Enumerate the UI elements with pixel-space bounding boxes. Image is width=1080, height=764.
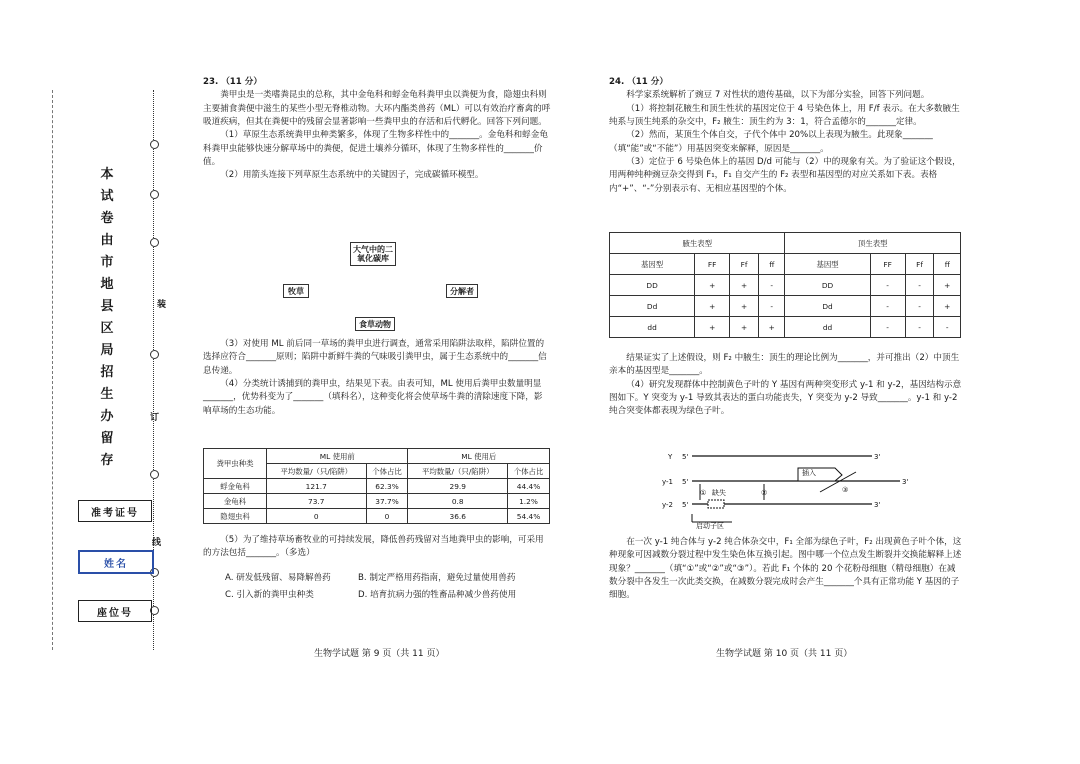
label-5prime: 5' — [682, 501, 689, 509]
option-d: D. 培育抗病力强的牲畜品种减少兽药使用 — [358, 590, 517, 600]
outer-dashed-line — [52, 90, 53, 650]
table-cell: - — [870, 296, 905, 317]
label-3prime: 3' — [902, 478, 909, 486]
site-1: ① — [700, 489, 707, 497]
table-cell: dd — [610, 317, 695, 338]
table-header-after: ML 使用后 — [408, 449, 550, 464]
table-subheader: 基因型 — [785, 254, 870, 275]
table-row — [204, 479, 550, 494]
question-23-part5 — [203, 534, 551, 561]
label-3prime: 3' — [874, 501, 881, 509]
binding-mark-ding: 订 — [150, 413, 160, 423]
vertical-char: 地 — [100, 277, 114, 292]
table-cell: 1.2% — [508, 494, 550, 509]
vertical-char: 存 — [100, 453, 114, 468]
label-5prime: 5' — [682, 453, 689, 461]
binding-hole — [150, 140, 159, 149]
table-cell: 隐翅虫科 — [204, 509, 267, 524]
table-subheader: Ff — [730, 254, 759, 275]
table-row — [610, 275, 961, 296]
table-cell: + — [759, 317, 785, 338]
box-grazing: 牧草 — [283, 284, 309, 298]
table-subheader: FF — [870, 254, 905, 275]
page-footer-right: 生物学试题 第 10 页（共 11 页） — [716, 649, 853, 659]
table-header-axil: 腋生表型 — [610, 233, 785, 254]
exam-id-field[interactable]: 准考证号 — [78, 500, 152, 522]
table-cell: DD — [785, 275, 870, 296]
vertical-char: 招 — [100, 365, 114, 380]
table-row — [204, 494, 550, 509]
table-row — [204, 509, 550, 524]
binding-hole — [150, 350, 159, 359]
vertical-char: 留 — [100, 431, 114, 446]
table-cell: DD — [610, 275, 695, 296]
sub-question-2: （2）然而，某顶生个体自交，子代个体中 20%以上表现为腋生。此现象_______（填“能”或“不能”）用基因突变来解释，原因是_______。 — [609, 130, 933, 154]
table-cell: - — [759, 296, 785, 317]
vertical-char: 卷 — [100, 211, 114, 226]
binding-hole — [150, 238, 159, 247]
vertical-char: 市 — [100, 255, 114, 270]
box-herbivore: 食草动物 — [355, 317, 395, 331]
table-subheader: 个体占比 — [508, 464, 550, 479]
label-5prime: 5' — [682, 478, 689, 486]
label-deletion: 缺失 — [712, 489, 726, 497]
table-cell: + — [730, 296, 759, 317]
table-cell: 0 — [366, 509, 408, 524]
table-corner: 粪甲虫种类 — [204, 449, 267, 479]
binding-mark-zhuang: 装 — [157, 300, 167, 310]
table-cell: 121.7 — [267, 479, 367, 494]
table-cell: - — [905, 275, 934, 296]
sub-question-1: （1）草原生态系统粪甲虫种类繁多，体现了生物多样性中的_______。金龟科和蜉金龟科粪甲虫能够快速分解草场中的粪便，促进土壤养分循环，体现了生物多样性的_______价值。 — [203, 130, 548, 167]
sub-question-3-result: 结果证实了上述假设，则 F₂ 中腋生：顶生的理论比例为_______，并可推出（2）中顶生亲本的基因型是_______。 — [609, 353, 960, 377]
vertical-char: 由 — [100, 233, 114, 248]
label-promoter: 启动子区 — [696, 522, 724, 530]
table-subheader: ff — [934, 254, 961, 275]
table-subheader: 平均数量/（只/陷阱） — [408, 464, 508, 479]
label-Y: Y — [668, 453, 673, 461]
sub-question-2: （2）用箭头连接下列草原生态系统中的关键因子，完成碳循环模型。 — [220, 170, 484, 181]
table-cell: 73.7 — [267, 494, 367, 509]
question-24-cont — [609, 352, 963, 419]
sub-question-5: （5）为了维持草场畜牧业的可持续发展，降低兽药残留对当地粪甲虫的影响，可采用的方法包括_______。（多选） — [203, 535, 544, 559]
table-cell: + — [695, 317, 730, 338]
table-cell: + — [730, 275, 759, 296]
table-cell: 29.9 — [408, 479, 508, 494]
label-y1: y-1 — [662, 478, 673, 486]
site-2: ② — [761, 489, 768, 497]
table-cell: 37.7% — [366, 494, 408, 509]
question-header: 23. （11 分） — [203, 77, 262, 87]
table-cell: 44.4% — [508, 479, 550, 494]
vertical-char: 办 — [100, 409, 114, 424]
table-cell: - — [905, 296, 934, 317]
table-header-before: ML 使用前 — [267, 449, 408, 464]
site-3: ③ — [842, 486, 849, 494]
genotype-table — [609, 232, 961, 338]
label-3prime: 3' — [874, 453, 881, 461]
vertical-char: 县 — [100, 299, 114, 314]
sub-question-5: 在一次 y-1 纯合体与 y-2 纯合体杂交中，F₁ 全部为绿色子叶，F₂ 出现黄色子叶个体，这种现象可因减数分裂过程中发生染色体互换引起。图中哪一个位点发生断裂并交换能解释上述现象？_______（填“①”或“②”或“③”）。若此 F₁ 个体的 20 个花粉母细胞（精母细胞）在减数分裂中各发生一次此类交换，在减数分裂完成时会产生_______个具有正常功能 Y 基因的子细胞。 — [609, 537, 962, 601]
table-cell: 62.3% — [366, 479, 408, 494]
table-cell: 蜉金龟科 — [204, 479, 267, 494]
name-field[interactable]: 姓名 — [78, 550, 154, 574]
label-insert: 插入 — [802, 469, 816, 477]
table-cell: 36.6 — [408, 509, 508, 524]
vertical-char: 生 — [100, 387, 114, 402]
table-cell: 0 — [267, 509, 367, 524]
question-24 — [609, 76, 963, 196]
table-cell: 金龟科 — [204, 494, 267, 509]
table-header-terminal: 顶生表型 — [785, 233, 961, 254]
vertical-char: 局 — [100, 343, 114, 358]
table-subheader: ff — [759, 254, 785, 275]
table-cell: + — [695, 296, 730, 317]
table-cell: Dd — [785, 296, 870, 317]
table-cell: - — [905, 317, 934, 338]
binding-mark-xian: 线 — [152, 538, 162, 548]
question-24-part5 — [609, 536, 963, 603]
table-cell: - — [870, 317, 905, 338]
option-c: C. 引入新的粪甲虫种类 — [225, 590, 314, 600]
option-b: B. 制定严格用药指南，避免过量使用兽药 — [358, 573, 516, 583]
table-cell: - — [870, 275, 905, 296]
table-cell: + — [730, 317, 759, 338]
table-subheader: 平均数量/（只/陷阱） — [267, 464, 367, 479]
question-23-cont — [203, 338, 551, 418]
gene-structure-diagram — [660, 448, 920, 530]
table-cell: + — [934, 275, 961, 296]
vertical-char: 本 — [100, 167, 114, 182]
box-decomposer: 分解者 — [446, 284, 478, 298]
page-footer-left: 生物学试题 第 9 页（共 11 页） — [314, 649, 445, 659]
table-subheader: 基因型 — [610, 254, 695, 275]
question-header: 24. （11 分） — [609, 77, 668, 87]
question-intro: 科学家系统解析了豌豆 7 对性状的遗传基础，以下为部分实验，回答下列问题。 — [626, 90, 930, 101]
table-cell: 0.8 — [408, 494, 508, 509]
question-intro: 粪甲虫是一类嗜粪昆虫的总称，其中金龟科和蜉金龟科粪甲虫以粪便为食，隐翅虫科则主要捕食粪便中滋生的某些小型无脊椎动物。大环内酯类兽药（ML）可以有效治疗畜禽的呼吸道疾病，但其在粪便中的残留会显著影响一些粪甲虫的存活和后代孵化。回答下列问题。 — [203, 90, 551, 127]
vertical-char: 试 — [100, 189, 114, 204]
table-cell: - — [759, 275, 785, 296]
seat-number-field[interactable]: 座位号 — [78, 600, 152, 622]
sub-question-3: （3）对使用 ML 前后同一草场的粪甲虫进行调查，通常采用陷阱法取样，陷阱位置的选择应符合_______原则；陷阱中新鲜牛粪的气味吸引粪甲虫，属于生态系统中的_______信息传递。 — [203, 339, 547, 376]
vertical-char: 区 — [100, 321, 114, 336]
table-row — [610, 296, 961, 317]
table-cell: dd — [785, 317, 870, 338]
sub-question-1: （1）将控制花腋生和顶生性状的基因定位于 4 号染色体上，用 F/f 表示。在大多数腋生纯系与顶生纯系的杂交中，F₂ 腋生：顶生约为 3：1，符合孟德尔的_______定律。 — [609, 103, 960, 127]
table-row — [610, 317, 961, 338]
table-cell: Dd — [610, 296, 695, 317]
question-23 — [203, 76, 551, 183]
label-y2: y-2 — [662, 501, 673, 509]
box-atmosphere-co2: 大气中的二氧化碳库 — [350, 242, 396, 266]
option-a: A. 研发低残留、易降解兽药 — [225, 573, 331, 583]
sub-question-4: （4）研究发现群体中控制黄色子叶的 Y 基因有两种突变形式 y-1 和 y-2，基因结构示意图如下。Y 突变为 y-1 导致其表达的蛋白功能丧失，Y 突变为 y-2 导致_______。y-1 和 y-2 纯合突变体都表现为绿色子叶。 — [609, 379, 962, 417]
sub-question-4: （4）分类统计诱捕到的粪甲虫，结果见下表。由表可知，ML 使用后粪甲虫数量明显_______，优势科变为了_______（填科名），这种变化将会使草场牛粪的清除速度下降，影响草场的生态功能。 — [203, 378, 543, 416]
table-subheader: 个体占比 — [366, 464, 408, 479]
binding-hole — [150, 190, 159, 199]
table-cell: 54.4% — [508, 509, 550, 524]
table-cell: + — [695, 275, 730, 296]
table-cell: - — [934, 317, 961, 338]
table-cell: + — [934, 296, 961, 317]
table-subheader: Ff — [905, 254, 934, 275]
sub-question-3: （3）定位于 6 号染色体上的基因 D/d 可能与（2）中的现象有关。为了验证这个假设，用两种纯种豌豆杂交得到 F₁，F₁ 自交产生的 F₂ 表型和基因型的对应关系如下表。表格内“+”、“-”分别表示有、无相应基因型的个体。 — [609, 156, 961, 194]
binding-hole — [150, 470, 159, 479]
table-subheader: FF — [695, 254, 730, 275]
beetle-table — [203, 448, 550, 524]
